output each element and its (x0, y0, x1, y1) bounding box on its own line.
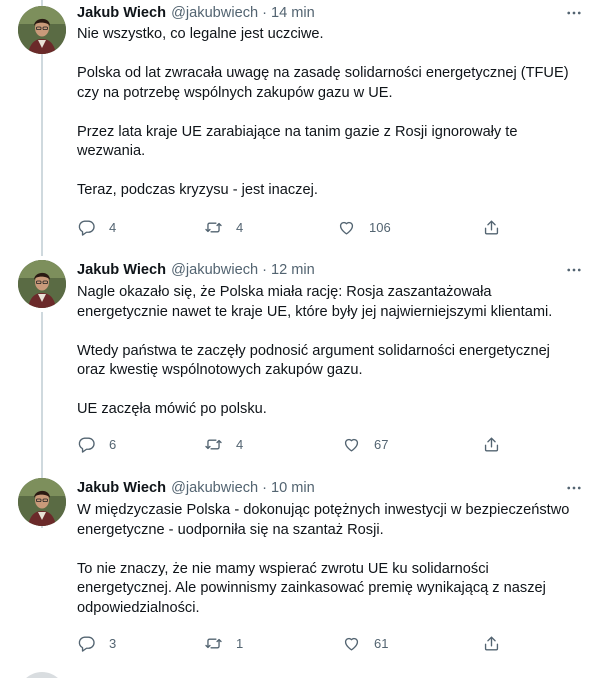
heart-icon (342, 634, 361, 653)
retweet-icon (204, 634, 223, 653)
more-horizontal-icon (565, 479, 583, 497)
heart-icon (337, 218, 356, 237)
like-count: 61 (374, 635, 389, 651)
tweet-paragraph: Przez lata kraje UE zarabiające na tanim gazie z Rosji ignorowały te wezwania. (77, 123, 518, 159)
like-count: 67 (374, 436, 389, 452)
share-button[interactable] (482, 217, 501, 237)
separator-dot: · (262, 480, 267, 496)
tweet-paragraph: Nagle okazało się, że Polska miała rację: Rosja zaszantażowała energetycznie nawet te kraje UE, które były jej najwierniejszymi klientami. (77, 284, 553, 320)
thread-connector (41, 54, 43, 256)
tweet-header (77, 260, 315, 280)
reply-bubble-icon (77, 218, 96, 237)
separator-dot: · (262, 5, 267, 21)
heart-icon (342, 435, 361, 454)
more-options-button[interactable] (562, 3, 586, 23)
reply-bubble-icon (77, 634, 96, 653)
avatar-photo (18, 260, 66, 308)
avatar-photo (18, 6, 66, 54)
tweet-time[interactable]: 14 min (270, 5, 315, 21)
tweet-paragraph: Teraz, podczas kryzysu - jest inaczej. (77, 182, 318, 198)
tweet-actions (77, 217, 507, 237)
retweet-button[interactable] (204, 633, 243, 653)
tweet-time[interactable]: 12 min (270, 262, 315, 278)
retweet-count: 4 (236, 219, 244, 235)
separator-dot: · (262, 262, 267, 278)
reply-count: 3 (109, 635, 117, 651)
tweet-paragraph: Wtedy państwa te zaczęły podnosić argument solidarności energetycznej oraz kwestię wspólnotowych zakupów gazu. (77, 342, 550, 378)
share-upload-icon (482, 435, 501, 454)
retweet-button[interactable] (204, 434, 243, 454)
author-name[interactable]: Jakub Wiech (77, 262, 167, 278)
author-name[interactable]: Jakub Wiech (77, 5, 167, 21)
reply-button[interactable] (77, 633, 116, 653)
tweet-time[interactable]: 10 min (270, 480, 315, 496)
more-options-button[interactable] (562, 260, 586, 280)
like-count: 106 (369, 219, 391, 235)
like-button[interactable] (337, 217, 391, 237)
retweet-count: 4 (236, 436, 244, 452)
tweet-header (77, 478, 315, 498)
avatar-photo (18, 478, 66, 526)
retweet-icon (204, 435, 223, 454)
avatar[interactable] (18, 260, 66, 308)
retweet-count: 1 (236, 635, 244, 651)
tweet-text (77, 283, 582, 420)
share-upload-icon (482, 634, 501, 653)
like-button[interactable] (342, 434, 388, 454)
tweet-text (77, 25, 582, 201)
reply-button[interactable] (77, 217, 116, 237)
reply-button[interactable] (77, 434, 116, 454)
reply-count: 6 (109, 436, 117, 452)
tweet-paragraph: Polska od lat zwracała uwagę na zasadę solidarności energetycznej (TFUE) czy na potrzebę wspólnych zakupów gazu w UE. (77, 65, 569, 101)
next-tweet-avatar[interactable] (18, 672, 66, 678)
avatar[interactable] (18, 478, 66, 526)
tweet-actions (77, 633, 507, 653)
share-upload-icon (482, 218, 501, 237)
author-handle[interactable]: @jakubwiech (171, 262, 259, 278)
tweet-paragraph: W międzyczasie Polska - dokonując potężnych inwestycji w bezpieczeństwo energetyczne - uodporniła się na szantaż Rosji. (77, 502, 570, 538)
more-options-button[interactable] (562, 478, 586, 498)
tweet-actions (77, 434, 507, 454)
avatar[interactable] (18, 6, 66, 54)
share-button[interactable] (482, 633, 501, 653)
more-horizontal-icon (565, 4, 583, 22)
more-horizontal-icon (565, 261, 583, 279)
reply-bubble-icon (77, 435, 96, 454)
retweet-icon (204, 218, 223, 237)
tweet-header (77, 3, 315, 23)
author-handle[interactable]: @jakubwiech (171, 5, 259, 21)
tweet-paragraph: Nie wszystko, co legalne jest uczciwe. (77, 26, 324, 42)
share-button[interactable] (482, 434, 501, 454)
author-handle[interactable]: @jakubwiech (171, 480, 259, 496)
tweet-paragraph: To nie znaczy, że nie mamy wspierać zwrotu UE ku solidarności energetycznej. Ale powinnismy zainkasować premię wynikającą z naszej odpowiedzialności. (77, 560, 546, 616)
like-button[interactable] (342, 633, 388, 653)
author-name[interactable]: Jakub Wiech (77, 480, 167, 496)
retweet-button[interactable] (204, 217, 243, 237)
tweet-paragraph: UE zaczęła mówić po polsku. (77, 401, 267, 417)
reply-count: 4 (109, 219, 117, 235)
tweet-text (77, 501, 582, 618)
